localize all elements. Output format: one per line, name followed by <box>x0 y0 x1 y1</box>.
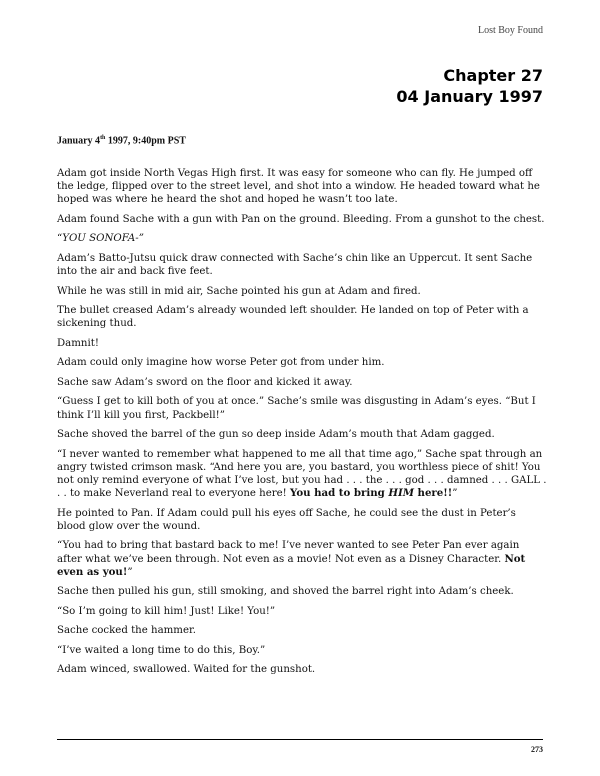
paragraph: Adam could only imagine how worse Peter got from under him. <box>57 357 385 369</box>
paragraph: Sache cocked the hammer. <box>57 625 196 637</box>
paragraph: “You had to bring that bastard back to me! I’ve never wanted to see Peter Pan ever again after what we’ve been through. Not even as a movie! Not even as a Disney Character. Not even as you!” <box>57 540 526 578</box>
paragraph: Sache saw Adam’s sword on the floor and kicked it away. <box>57 376 353 388</box>
paragraph: Adam winced, swallowed. Waited for the gunshot. <box>57 664 316 676</box>
chapter-body <box>57 167 547 683</box>
chapter-date: 04 January 1997 <box>396 87 543 106</box>
paragraph: “So I’m going to kill him! Just! Like! You!” <box>57 605 276 617</box>
page-number: 273 <box>531 745 543 754</box>
paragraph: He pointed to Pan. If Adam could pull his eyes off Sache, he could see the dust in Peter’s blood glow over the wound. <box>57 507 516 532</box>
dateline: January 4th 1997, 9:40pm PST <box>57 135 186 147</box>
paragraph: Damnit! <box>57 337 99 349</box>
paragraph: Sache then pulled his gun, still smoking, and shoved the barrel right into Adam’s cheek. <box>57 586 514 598</box>
paragraph: “I never wanted to remember what happened to me all that time ago,” Sache spat through an angry twisted crimson mask. “And here you are, you bastard, you worthless piece of shit! You not only remind everyone of what I’ve lost, but you had . . . the . . . god . . . damned . . . GALL . . . to make Neverland real to everyone here! You had to bring HIM here!!” <box>57 448 547 500</box>
running-header: Lost Boy Found <box>477 25 543 36</box>
paragraph: Adam found Sache with a gun with Pan on the ground. Bleeding. From a gunshot to the chest. <box>57 213 545 225</box>
paragraph: “Guess I get to kill both of you at once.” Sache’s smile was disgusting in Adam’s eyes. “But I think I’ll kill you first, Packbell!” <box>57 396 536 421</box>
paragraph: Adam got inside North Vegas High first. It was easy for someone who can fly. He jumped off the ledge, flipped over to the street level, and shot into a window. He headed toward what he hoped was where he heard the shot and hoped he wasn’t too late. <box>57 168 540 206</box>
paragraph: “YOU SONOFA-” <box>57 233 144 245</box>
paragraph: Sache shoved the barrel of the gun so deep inside Adam’s mouth that Adam gagged. <box>57 429 495 441</box>
chapter-number: Chapter 27 <box>443 66 543 85</box>
paragraph: “I’ve waited a long time to do this, Boy.” <box>57 644 266 656</box>
paragraph: While he was still in mid air, Sache pointed his gun at Adam and fired. <box>57 285 421 297</box>
footer-rule <box>57 739 543 740</box>
paragraph: The bullet creased Adam’s already wounded left shoulder. He landed on top of Peter with a sickening thud. <box>57 305 529 330</box>
paragraph: Adam’s Batto-Jutsu quick draw connected with Sache’s chin like an Uppercut. It sent Sache into the air and back five feet. <box>57 252 533 278</box>
